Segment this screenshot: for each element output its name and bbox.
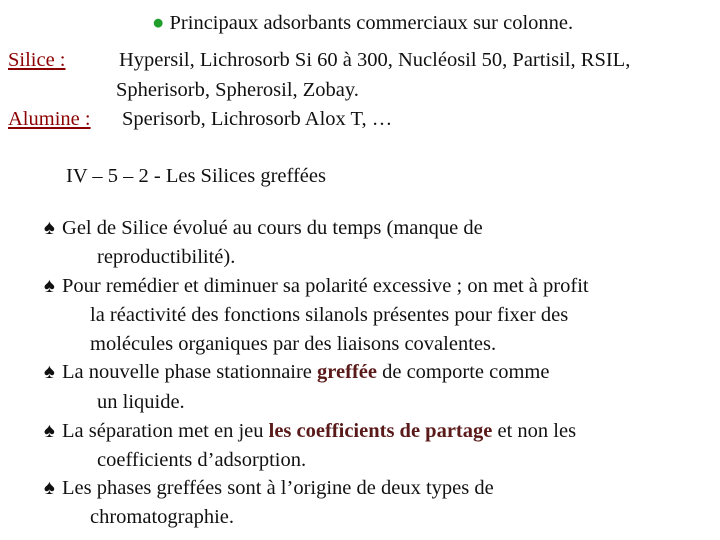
title-text: Principaux adsorbants commerciaux sur colonne. xyxy=(169,12,574,34)
bullet-4-pre: La séparation met en jeu xyxy=(62,420,269,442)
slide-title xyxy=(152,10,573,36)
bullet-3-pre: La nouvelle phase stationnaire xyxy=(62,361,318,383)
bullet-2-line-1: Pour remédier et diminuer sa polarité excessive ; on met à profit xyxy=(62,275,589,297)
spade-icon: ♠ xyxy=(44,477,55,499)
bullet-2-line-2: la réactivité des fonctions silanols présentes pour fixer des xyxy=(90,304,569,326)
bullet-item-1 xyxy=(44,215,483,241)
bullet-4-line-2: coefficients d’adsorption. xyxy=(97,449,307,471)
bullet-5-line-2: chromatographie. xyxy=(90,506,235,528)
silice-list-line-1: Hypersil, Lichrosorb Si 60 à 300, Nucléosil 50, Partisil, RSIL, xyxy=(119,49,631,71)
section-heading: IV – 5 – 2 - Les Silices greffées xyxy=(66,165,326,187)
bullet-item-2 xyxy=(44,273,589,299)
spade-icon: ♠ xyxy=(44,361,55,383)
spade-icon: ♠ xyxy=(44,420,55,442)
bullet-4-emphasis: les coefficients de partage xyxy=(268,420,493,442)
bullet-item-3 xyxy=(44,359,549,385)
green-bullet-icon: ● xyxy=(152,12,165,34)
bullet-item-5 xyxy=(44,475,494,501)
spade-icon: ♠ xyxy=(44,275,55,297)
bullet-5-line-1: Les phases greffées sont à l’origine de deux types de xyxy=(62,477,494,499)
bullet-4-post: et non les xyxy=(492,420,577,442)
bullet-3-line-2: un liquide. xyxy=(97,391,185,413)
silice-list-line-2: Spherisorb, Spherosil, Zobay. xyxy=(116,79,359,101)
alumine-list: Sperisorb, Lichrosorb Alox T, … xyxy=(122,108,393,130)
silice-label: Silice : xyxy=(8,49,66,71)
bullet-3-emphasis: greffée xyxy=(317,361,377,383)
bullet-item-4 xyxy=(44,418,576,444)
spade-icon: ♠ xyxy=(44,217,55,239)
bullet-3-post: de comporte comme xyxy=(376,361,550,383)
bullet-2-line-3: molécules organiques par des liaisons covalentes. xyxy=(90,333,497,355)
alumine-label: Alumine : xyxy=(8,108,91,130)
bullet-1-line-1: Gel de Silice évolué au cours du temps (manque de xyxy=(62,217,483,239)
bullet-1-line-2: reproductibilité). xyxy=(97,246,236,268)
